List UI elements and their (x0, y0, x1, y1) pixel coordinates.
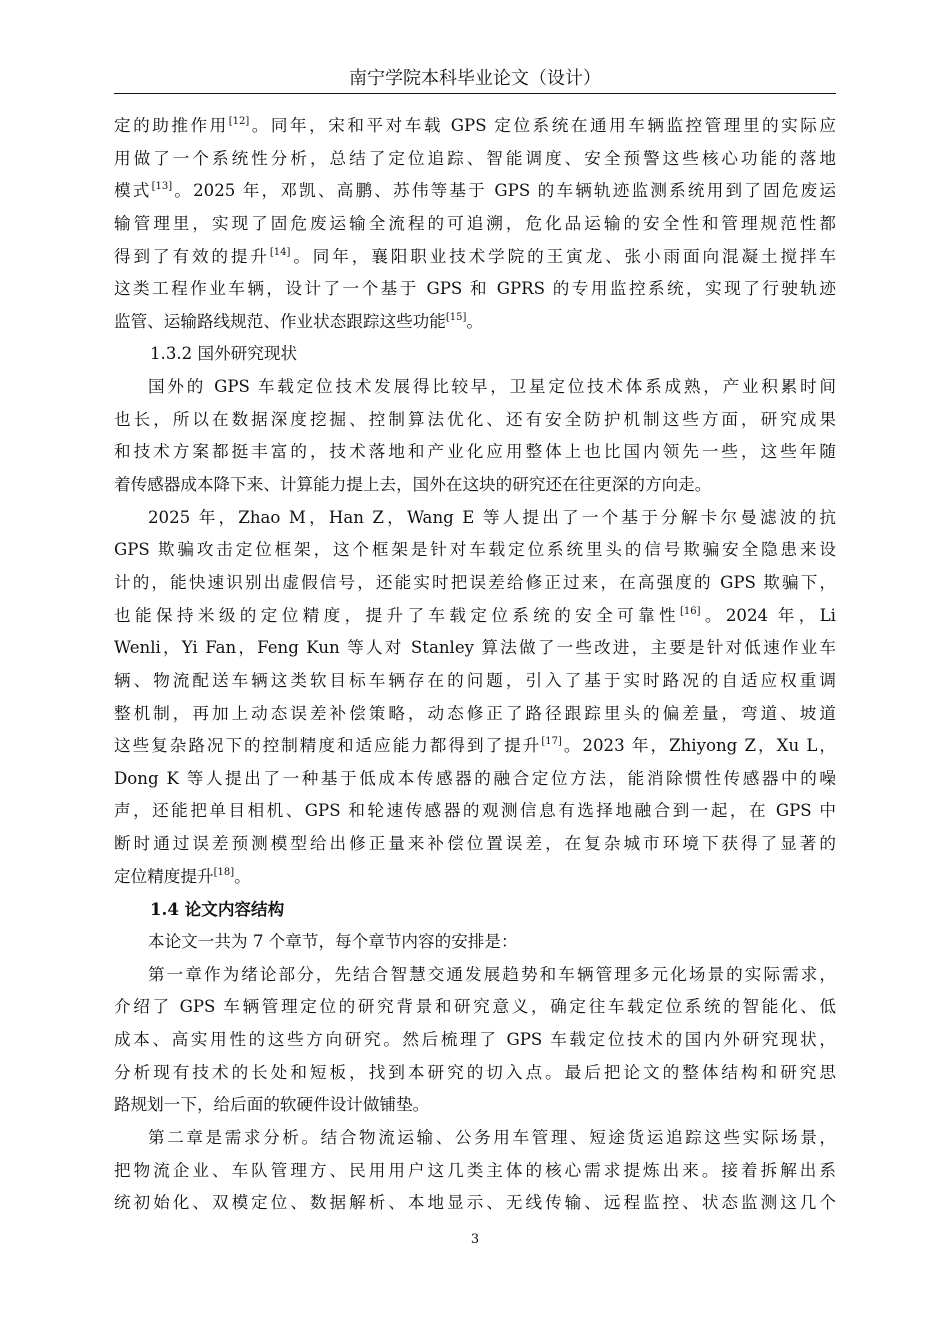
text-line: 路规划一下，给后面的软硬件设计做铺垫。 (114, 1095, 430, 1115)
text-line: 把物流企业、车队管理方、民用用户这几类主体的核心需求提炼出来。接着拆解出系 (114, 1160, 836, 1180)
text-line: 监管、运输路线规范、作业状态跟踪这些功能[15]。 (114, 311, 483, 331)
text-line: 2025 年，Zhao M，Han Z，Wang E 等人提出了一个基于分解卡尔曼滤波的抗 (148, 507, 836, 527)
text-line: 计的，能快速识别出虚假信号，还能实时把误差给修正过来，在高强度的 GPS 欺骗下， (114, 572, 836, 592)
text-line: 和技术方案都挺丰富的，技术落地和产业化应用整体上也比国内领先一些，这些年随 (114, 442, 836, 462)
text-line: 着传感器成本降下来、计算能力提上去，国外在这块的研究还在往更深的方向走。 (114, 475, 712, 495)
header-divider (114, 93, 836, 94)
citation: [16] (680, 605, 701, 617)
text-line: 整机制，再加上动态误差补偿策略，动态修正了路径跟踪里头的偏差量，弯道、坡道 (114, 703, 836, 723)
text-line: 模式[13]。2025 年，邓凯、高鹏、苏伟等基于 GPS 的车辆轨迹监测系统用到了固危废运 (114, 181, 837, 201)
text-line: GPS 欺骗攻击定位框架，这个框架是针对车载定位系统里头的信号欺骗安全隐患来设 (114, 540, 836, 560)
page-number: 3 (470, 1232, 480, 1247)
text-line: 第一章作为绪论部分，先结合智慧交通发展趋势和车辆管理多元化场景的实际需求， (148, 964, 836, 984)
text-line: 定位精度提升[18]。 (114, 866, 251, 886)
citation: [12] (228, 116, 250, 127)
citation: [13] (151, 181, 173, 193)
text-line: 分析现有技术的长处和短板，找到本研究的切入点。最后把论文的整体结构和研究思 (114, 1062, 836, 1082)
text-line: 也长，所以在数据深度挖掘、控制算法优化、还有安全防护机制这些方面，研究成果 (114, 409, 836, 429)
text-line: 也能保持米级的定位精度，提升了车载定位系统的安全可靠性[16]。2024 年，Li (114, 605, 836, 625)
citation: [18] (213, 866, 235, 878)
text-line: 介绍了 GPS 车辆管理定位的研究背景和研究意义，确定往车载定位系统的智能化、低 (114, 997, 836, 1017)
text-line: 定的助推作用[12]。同年，宋和平对车载 GPS 定位系统在通用车辆监控管理里的实际应 (114, 116, 836, 135)
citation: [15] (445, 311, 467, 323)
text-line: 用做了一个系统性分析，总结了定位追踪、智能调度、安全预警这些核心功能的落地 (114, 148, 836, 168)
text-line: 得到了有效的提升[14]。同年，襄阳职业技术学院的王寅龙、张小雨面向混凝土搅拌车 (114, 246, 837, 266)
text-line: 这类工程作业车辆，设计了一个基于 GPS 和 GPRS 的专用监控系统，实现了行驶轨迹 (114, 279, 836, 299)
section-heading-1-3-2: 1.3.2 国外研究现状 (150, 344, 298, 364)
citation: [14] (269, 246, 291, 258)
text-line: 统初始化、双模定位、数据解析、本地显示、无线传输、远程监控、状态监测这几个 (114, 1193, 836, 1213)
page-header-title: 南宁学院本科毕业论文（设计） (349, 68, 601, 89)
text-line: 国外的 GPS 车载定位技术发展得比较早，卫星定位技术体系成熟，产业积累时间 (148, 377, 836, 397)
citation: [17] (541, 736, 562, 748)
text-line: 输管理里，实现了固危废运输全流程的可追溯，危化品运输的安全性和管理规范性都 (114, 213, 836, 233)
text-line: 这些复杂路况下的控制精度和适应能力都得到了提升[17]。2023 年，Zhiyong Z，Xu L， (114, 736, 836, 756)
text-line: Dong K 等人提出了一种基于低成本传感器的融合定位方法，能消除惯性传感器中的噪 (114, 768, 836, 788)
text-line: 断时通过误差预测模型给出修正量来补偿位置误差，在复杂城市环境下获得了显著的 (114, 834, 836, 854)
text-line: 第二章是需求分析。结合物流运输、公务用车管理、短途货运追踪这些实际场景， (148, 1127, 836, 1147)
text-line: 辆、物流配送车辆这类软目标车辆存在的问题，引入了基于实时路况的自适应权重调 (114, 670, 836, 690)
text-line: 成本、高实用性的这些方向研究。然后梳理了 GPS 车载定位技术的国内外研究现状， (114, 1029, 836, 1049)
text-line: Wenli，Yi Fan，Feng Kun 等人对 Stanley 算法做了一些改进，主要是针对低速作业车 (114, 638, 836, 658)
body-text (114, 110, 836, 1220)
text-line: 本论文一共为 7 个章节，每个章节内容的安排是： (148, 932, 518, 952)
section-heading-1-4: 1.4 论文内容结构 (150, 899, 285, 920)
text-line: 声，还能把单目相机、GPS 和轮速传感器的观测信息有选择地融合到一起，在 GPS 中 (114, 801, 836, 821)
